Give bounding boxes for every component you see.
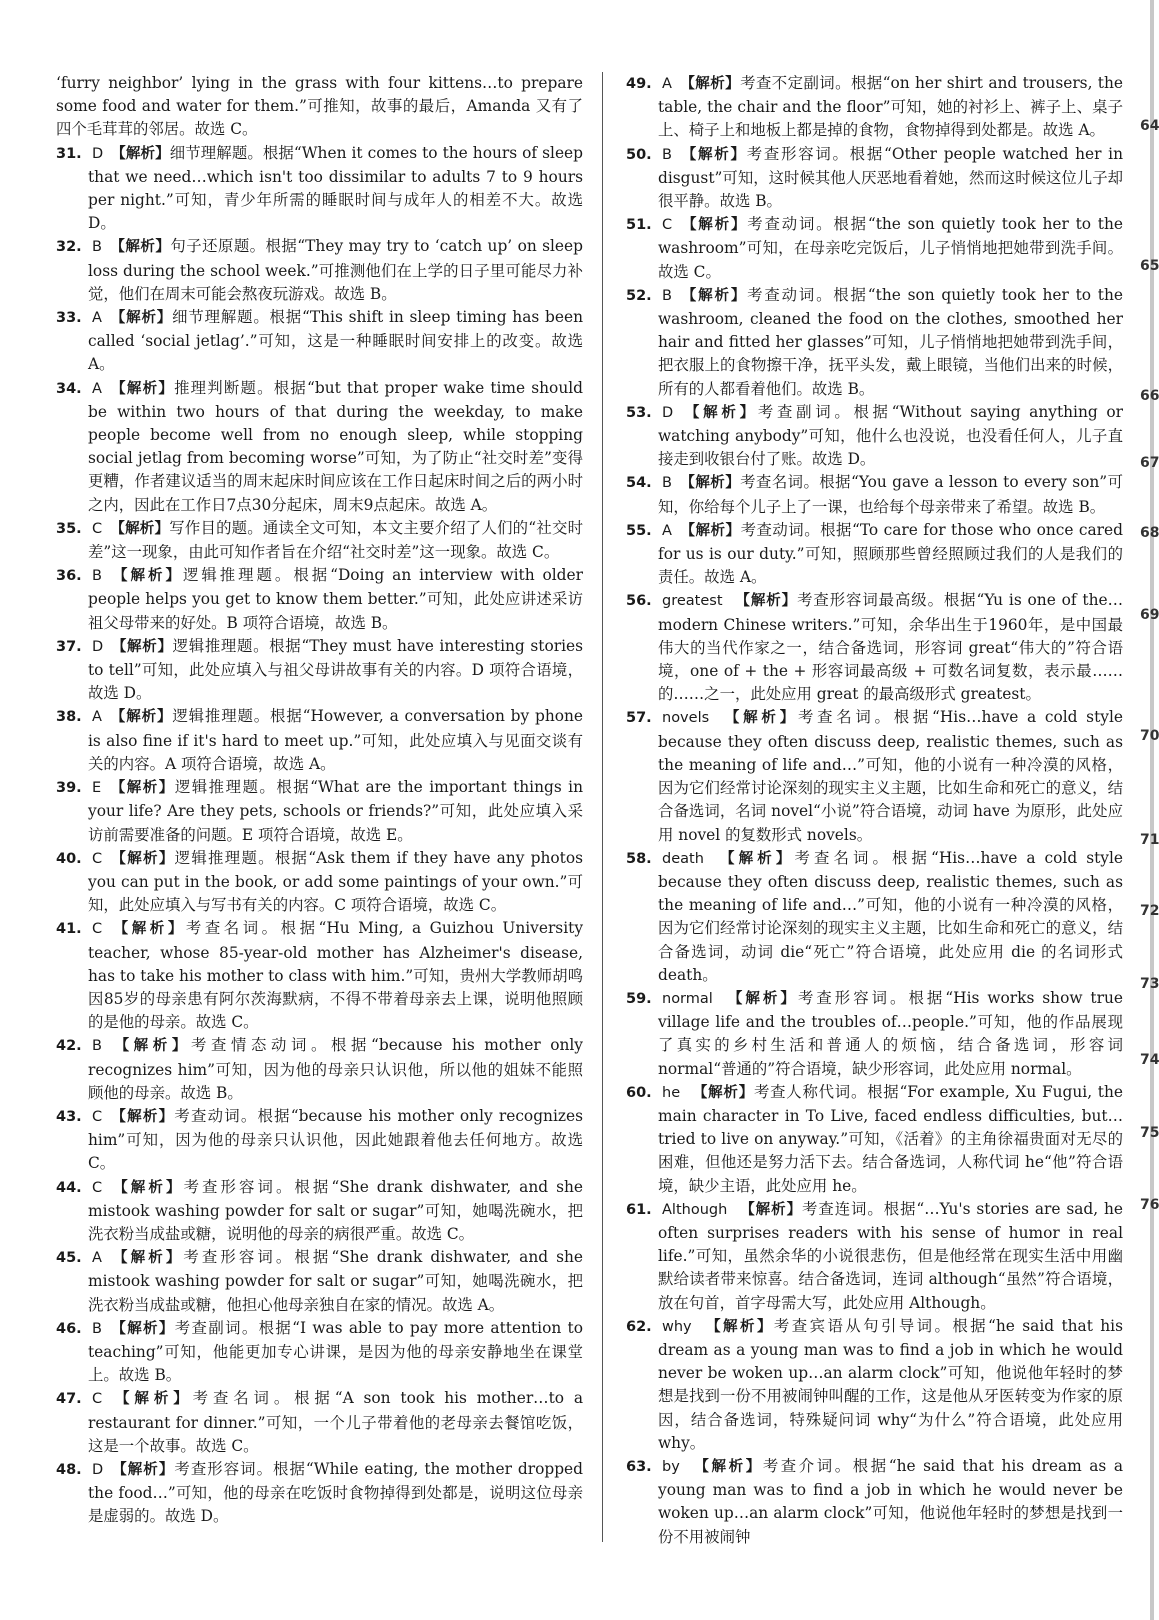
answer-item (626, 1081, 1123, 1198)
analysis-text: 考查动词。根据“the son quietly took her to the washroom, cleaned the food on the clothes, smoothed her hair and fitted her glasses”可知，儿子悄悄地把她带到洗手间，把衣服上的食物擦干净，抚平头发，戴上眼镜，当他们出来的时候，所有的人都看着他们。故选 B。 (658, 285, 1123, 398)
answer-item (626, 1455, 1123, 1549)
answer-key: D (92, 145, 104, 162)
analysis-tag: 【解析】 (110, 1179, 184, 1196)
analysis-tag: 【解析】 (724, 990, 798, 1007)
analysis-tag: 【解析】 (110, 850, 175, 867)
margin-number: 74 (1140, 1052, 1159, 1068)
answer-item (626, 284, 1123, 401)
answer-key: normal (662, 990, 713, 1007)
question-number: 40. (56, 850, 82, 867)
answer-key: C (92, 1108, 103, 1125)
analysis-text: 考查连词。根据“…Yu's stories are sad, he often surprises readers with his sense of humor in real life.”可知，虽然余华的小说很悲伤，但是他经常在现实生活中用幽默给读者带来惊喜。结合备选词，连词 although“虽然”符合语境，放在句首，首字母需大写，此处应用 Although。 (658, 1199, 1124, 1312)
analysis-tag: 【解析】 (679, 522, 741, 539)
margin-number: 65 (1140, 258, 1159, 274)
analysis-text: 细节理解题。根据“This shift in sleep timing has been called ‘social jetlag’.”可知，这是一种睡眠时间安排上的改变。故选 A。 (88, 308, 583, 374)
analysis-tag: 【解析】 (679, 146, 747, 163)
analysis-tag: 【解析】 (109, 1250, 184, 1267)
answer-key: D (92, 1461, 104, 1478)
analysis-text: 考查情态动词。根据“because his mother only recognizes him”可知，因为他的母亲只认识他，所以他的姐妹不能照顾他的母亲。故选 B。 (88, 1036, 583, 1102)
question-number: 63. (626, 1458, 652, 1475)
analysis-tag: 【解析】 (692, 1084, 754, 1101)
analysis-text: 考查形容词。根据“Other people watched her in disgust”可知，这时候其他人厌恶地看着她，然而这时候这位儿子却很平静。故选 B。 (658, 144, 1123, 211)
analysis-text: 句子还原题。根据“They may try to ‘catch up’ on sleep loss during the school week.”可推测他们在上学的日子里可能尽力补觉，他们在周末可能会熬夜玩游戏。故选 B。 (88, 237, 584, 303)
answer-key: novels (662, 710, 710, 727)
question-number: 41. (56, 921, 82, 938)
analysis-tag: 【解析】 (110, 520, 170, 537)
answer-key: greatest (662, 593, 723, 610)
answer-key: B (92, 1038, 102, 1055)
question-number: 31. (56, 145, 82, 162)
answer-key: D (662, 404, 674, 421)
question-number: 61. (626, 1201, 652, 1218)
analysis-tag: 【解析】 (109, 1320, 175, 1337)
question-number: 52. (626, 287, 652, 304)
analysis-tag: 【解析】 (679, 287, 748, 304)
answer-key: B (92, 239, 102, 256)
analysis-tag: 【解析】 (681, 404, 758, 421)
answer-item (56, 1458, 583, 1529)
answer-item (56, 517, 583, 564)
analysis-text: 考查副词。根据“Without saying anything or watching anybody”可知，他什么也没说，也没看任何人，儿子直接走到收银台付了账。故选 D。 (658, 402, 1123, 469)
margin-number: 68 (1140, 525, 1159, 541)
question-number: 56. (626, 593, 652, 610)
analysis-tag: 【解析】 (734, 593, 798, 610)
answer-item (626, 519, 1123, 590)
right-answer-list (626, 72, 1123, 1549)
analysis-text: 考查不定副词。根据“on her shirt and trousers, the table, the chair and the floor”可知，她的衬衫上、裤子上、桌子上、椅子上和地板上都是掉的食物，食物掉得到处都是。故选 A。 (658, 74, 1124, 140)
answer-item (56, 1387, 583, 1458)
margin-number: 66 (1140, 388, 1159, 404)
question-number: 46. (56, 1320, 82, 1337)
answer-item (56, 1105, 583, 1176)
margin-number: 72 (1140, 903, 1159, 919)
answer-key: A (662, 522, 672, 539)
answer-key: B (92, 568, 102, 585)
answer-key: C (92, 1179, 103, 1196)
analysis-tag: 【解析】 (109, 310, 173, 327)
analysis-text: 写作目的题。通读全文可知，本文主要介绍了人们的“社交时差”这一现象，由此可知作者旨在介绍“社交时差”这一现象。故选 C。 (88, 518, 583, 562)
analysis-text: 逻辑推理题。根据“However, a conversation by phone is also fine if it's hard to meet up.”可知，此处应填入与见面交谈有关的内容。A 项符合语境，故选 A。 (88, 707, 584, 773)
analysis-text: 考查副词。根据“I was able to pay more attention to teaching”可知，他能更加专心讲课，是因为他的母亲安静地坐在课堂上。故选 B。 (88, 1318, 583, 1385)
answer-item (626, 143, 1123, 214)
question-number: 38. (56, 709, 82, 726)
question-number: 42. (56, 1038, 82, 1055)
answer-item (626, 706, 1123, 846)
analysis-tag: 【解析】 (715, 850, 795, 867)
answer-key: D (92, 638, 104, 655)
question-number: 62. (626, 1318, 652, 1335)
analysis-text: 考查形容词。根据“His works show true village life and the troubles of…people.”可知，他的作品展现了真实的乡村生活和普通人的烦恼，结合备选词，形容词 normal“普通的”符合语境，缺少形容词，此处应用 normal。 (658, 988, 1123, 1078)
question-number: 53. (626, 404, 652, 421)
margin-number: 71 (1140, 832, 1159, 848)
analysis-tag: 【解析】 (109, 380, 175, 397)
answer-item (56, 705, 583, 776)
question-number: 37. (56, 638, 82, 655)
answer-key: by (662, 1458, 680, 1475)
answer-item (56, 564, 583, 635)
analysis-text: 考查名词。根据“A son took his mother…to a restaurant for dinner.”可知，一个儿子带着他的老母亲去餐馆吃饭，这是一个故事。故选 C。 (88, 1389, 583, 1455)
analysis-text: 考查宾语从句引导词。根据“he said that his dream as a young man was to find a job in which he would never be woken up…an alarm clock”可知，他说他年轻时的梦想是找到一份不用被闹钟叫醒的工作，这是他从牙医转变为作家的原因，结合备选词，特殊疑问词 why“为什么”符合语境，此处应用 why。 (658, 1316, 1123, 1452)
question-number: 54. (626, 475, 652, 492)
question-number: 36. (56, 568, 82, 585)
answer-key: death (662, 850, 704, 867)
column-divider (602, 72, 603, 1542)
margin-number: 76 (1140, 1197, 1159, 1213)
answer-item (56, 1317, 583, 1388)
margin-number: 73 (1140, 976, 1159, 992)
analysis-text: 考查动词。根据“the son quietly took her to the washroom”可知，在母亲吃完饭后，儿子悄悄地把她带到洗手间。故选 C。 (658, 215, 1123, 281)
analysis-text: 细节理解题。根据“When it comes to the hours of sleep that we need…which isn't too dissimilar to adults 7 to 9 hours per night.”可知，青少年所需的睡眠时间与成年人的相差不大。故选 D。 (88, 143, 584, 233)
analysis-text: 考查形容词最高级。根据“Yu is one of the…modern Chinese writers.”可知，余华出生于1960年，是中国最伟大的当代作家之一，结合备选词，形容词 great“伟大的”符合语境，one of + the + 形容词最高级 + 可数名词复数，表示最……的……之一，此处应用 great 的最高级形式 greatest。 (658, 591, 1123, 704)
left-column (56, 72, 583, 1529)
question-number: 51. (626, 217, 652, 234)
question-number: 50. (626, 146, 652, 163)
answer-key: B (662, 146, 672, 163)
analysis-text: 考查形容词。根据“She drank dishwater, and she mistook washing powder for salt or sugar”可知，她喝洗碗水，把洗衣粉当成盐或糖，他担心他母亲独自在家的情况。故选 A。 (88, 1248, 583, 1314)
analysis-text: 考查介词。根据“he said that his dream as a young man was to find a job in which he would never be woken up…an alarm clock”可知，他说他年轻时的梦想是找到一份不用被闹钟 (658, 1456, 1123, 1546)
margin-number: 75 (1140, 1125, 1159, 1141)
answer-key: Although (662, 1201, 728, 1218)
left-answer-list (56, 142, 583, 1529)
answer-item (56, 1034, 583, 1105)
question-number: 57. (626, 710, 652, 727)
answer-item (626, 471, 1123, 518)
answer-item (626, 589, 1123, 706)
question-number: 43. (56, 1108, 82, 1125)
analysis-text: 考查名词。根据“Hu Ming, a Guizhou University teacher, whose 85-year-old mother has Alzheimer's disease, has to take his mother to class with him.”可知，贵州大学教师胡鸣因85岁的母亲患有阿尔茨海默病，不得不带着母亲去上课，说明他照顾的是他的母亲。故选 C。 (88, 919, 584, 1032)
analysis-text: 考查形容词。根据“While eating, the mother dropped the food…”可知，他的母亲在吃饭时食物掉得到处都是，说明这位母亲是虚弱的。故选 D。 (88, 1459, 584, 1526)
analysis-tag: 【解析】 (109, 239, 171, 256)
margin-number: 64 (1140, 118, 1159, 134)
right-column (626, 72, 1123, 1549)
answer-item (56, 377, 583, 517)
answer-item (56, 776, 583, 847)
answer-key: C (92, 850, 103, 867)
question-number: 44. (56, 1179, 82, 1196)
answer-item (626, 1315, 1123, 1455)
answer-key: why (662, 1318, 692, 1335)
analysis-text: 逻辑推理题。根据“What are the important things in your life? Are they pets, schools or friends?”可知，此处应填入采访前需要准备的问题。E 项符合语境，故选 E。 (88, 778, 584, 844)
analysis-tag: 【解析】 (111, 145, 170, 162)
analysis-text: 逻辑推理题。根据“Doing an interview with older people helps you get to know them better.”可知，此处应讲述采访祖父母带来的好处。B 项符合语境，故选 B。 (88, 566, 584, 632)
analysis-text: 考查人称代词。根据“For example, Xu Fugui, the main character in To Live, faced endless difficulties, but…tried to live on anyway.”可知，《活着》的主角徐福贵面对无尽的困难，但他还是努力活下去。结合备选词，人称代词 he“他”符合语境，缺少主语，此处应用 he。 (658, 1082, 1123, 1195)
analysis-tag: 【解析】 (111, 1461, 175, 1478)
analysis-tag: 【解析】 (691, 1458, 763, 1475)
analysis-tag: 【解析】 (109, 780, 175, 797)
answer-item (56, 917, 583, 1034)
left-intro-paragraph: ‘furry neighbor’ lying in the grass with four kittens…to prepare some food and water for them.”可推知，故事的最后，Amanda 又有了四个毛茸茸的邻居。故选 C。 (56, 74, 583, 139)
analysis-tag: 【解析】 (703, 1318, 774, 1335)
analysis-text: 推理判断题。根据“but that proper wake time should be within two hours of that during the weekday, to make people become well from no enough sleep, while stopping social jetlag from becoming worse”可知，为了防止“社交时差”变得更糟，作者建议适当的周末起床时间应该在工作日起床时间之后的两小时之内，因此在工作日7点30分起床，周末9点起床。故选 A。 (88, 378, 584, 514)
analysis-text: 考查形容词。根据“She drank dishwater, and she mistook washing powder for salt or sugar”可知，她喝洗碗水，把洗衣粉当成盐或糖，说明他的母亲的病很严重。故选 C。 (88, 1177, 583, 1243)
answer-key: B (92, 1320, 102, 1337)
analysis-tag: 【解析】 (109, 568, 183, 585)
answer-key: B (662, 475, 672, 492)
answer-key: A (92, 380, 102, 397)
answer-item (56, 635, 583, 706)
analysis-tag: 【解析】 (721, 710, 798, 727)
analysis-tag: 【解析】 (109, 1038, 191, 1055)
analysis-text: 逻辑推理题。根据“Ask them if they have any photos you can put in the book, or add some paintings of your own.”可知，此处应填入与写书有关的内容。C 项符合语境，故选 C。 (88, 848, 583, 915)
answer-item (626, 72, 1123, 143)
answer-key: A (92, 1250, 102, 1267)
question-number: 39. (56, 780, 82, 797)
analysis-text: 考查名词。根据“His…have a cold style because they often discuss deep, realistic themes, such as the meaning of life and…”可知，他的小说有一种冷漠的风格，因为它们经常讨论深刻的现实主义主题，比如生命和死亡的意义，结合备选词，名词 novel“小说”符合语境，动词 have 为原形，此处应用 novel 的复数形式 novels。 (658, 708, 1123, 844)
answer-item (626, 1198, 1123, 1315)
answer-item (56, 847, 583, 918)
question-number: 34. (56, 380, 82, 397)
analysis-tag: 【解析】 (110, 1391, 193, 1408)
analysis-tag: 【解析】 (680, 217, 748, 234)
analysis-tag: 【解析】 (110, 1108, 175, 1125)
answer-item (56, 1176, 583, 1247)
analysis-text: 考查动词。根据“To care for those who once cared for us is our duty.”可知，照顾那些曾经照顾过我们的人是我们的责任。故选 A。 (658, 520, 1124, 587)
analysis-text: 考查名词。根据“You gave a lesson to every son”可知，你给每个儿子上了一课，也给每个母亲带来了希望。故选 B。 (658, 473, 1124, 516)
question-number: 35. (56, 520, 82, 537)
analysis-tag: 【解析】 (679, 475, 741, 492)
answer-key: C (92, 921, 103, 938)
margin-number: 67 (1140, 455, 1159, 471)
question-number: 59. (626, 990, 652, 1007)
margin-number: 69 (1140, 607, 1159, 623)
question-number: 55. (626, 522, 652, 539)
answer-key: C (92, 520, 103, 537)
margin-number-strip (1140, 0, 1159, 1620)
answer-key: A (662, 76, 672, 92)
answer-key: he (662, 1084, 681, 1101)
analysis-tag: 【解析】 (739, 1201, 803, 1218)
answer-key: A (92, 310, 102, 327)
answer-item (626, 401, 1123, 472)
question-number: 33. (56, 310, 82, 327)
analysis-text: 逻辑推理题。根据“They must have interesting stories to tell”可知，此处应填入与祖父母讲故事有关的内容。D 项符合语境，故选 D。 (88, 636, 584, 703)
answer-item (626, 847, 1123, 987)
question-number: 32. (56, 239, 82, 256)
analysis-tag: 【解析】 (110, 921, 186, 938)
answer-item (626, 213, 1123, 284)
question-number: 45. (56, 1250, 82, 1267)
analysis-tag: 【解析】 (679, 76, 741, 92)
answer-key: C (662, 217, 673, 234)
question-number: 48. (56, 1461, 82, 1478)
question-number: 58. (626, 850, 652, 867)
answer-item (626, 987, 1123, 1081)
answer-item (56, 306, 583, 377)
question-number: 47. (56, 1391, 82, 1408)
answer-key: A (92, 709, 102, 726)
answer-key: C (92, 1391, 103, 1408)
question-number: 60. (626, 1084, 652, 1101)
analysis-tag: 【解析】 (111, 638, 173, 655)
answer-key: E (92, 780, 102, 797)
margin-number: 70 (1140, 728, 1159, 744)
analysis-tag: 【解析】 (109, 709, 173, 726)
analysis-text: 考查名词。根据“His…have a cold style because they often discuss deep, realistic themes, such as the meaning of life and…”可知，他的小说有一种冷漠的风格，因为它们经常讨论深刻的现实主义主题，比如生命和死亡的意义，结合备选词，动词 die“死亡”符合语境，此处应用 die 的名词形式 death。 (658, 848, 1124, 984)
answer-item (56, 1246, 583, 1317)
answer-item (56, 235, 583, 306)
analysis-text: 考查动词。根据“because his mother only recognizes him”可知，因为他的母亲只认识他，因此她跟着他去任何地方。故选 C。 (88, 1106, 584, 1173)
answer-item (56, 142, 583, 236)
question-number: 49. (626, 76, 652, 92)
answer-key: B (662, 287, 672, 304)
